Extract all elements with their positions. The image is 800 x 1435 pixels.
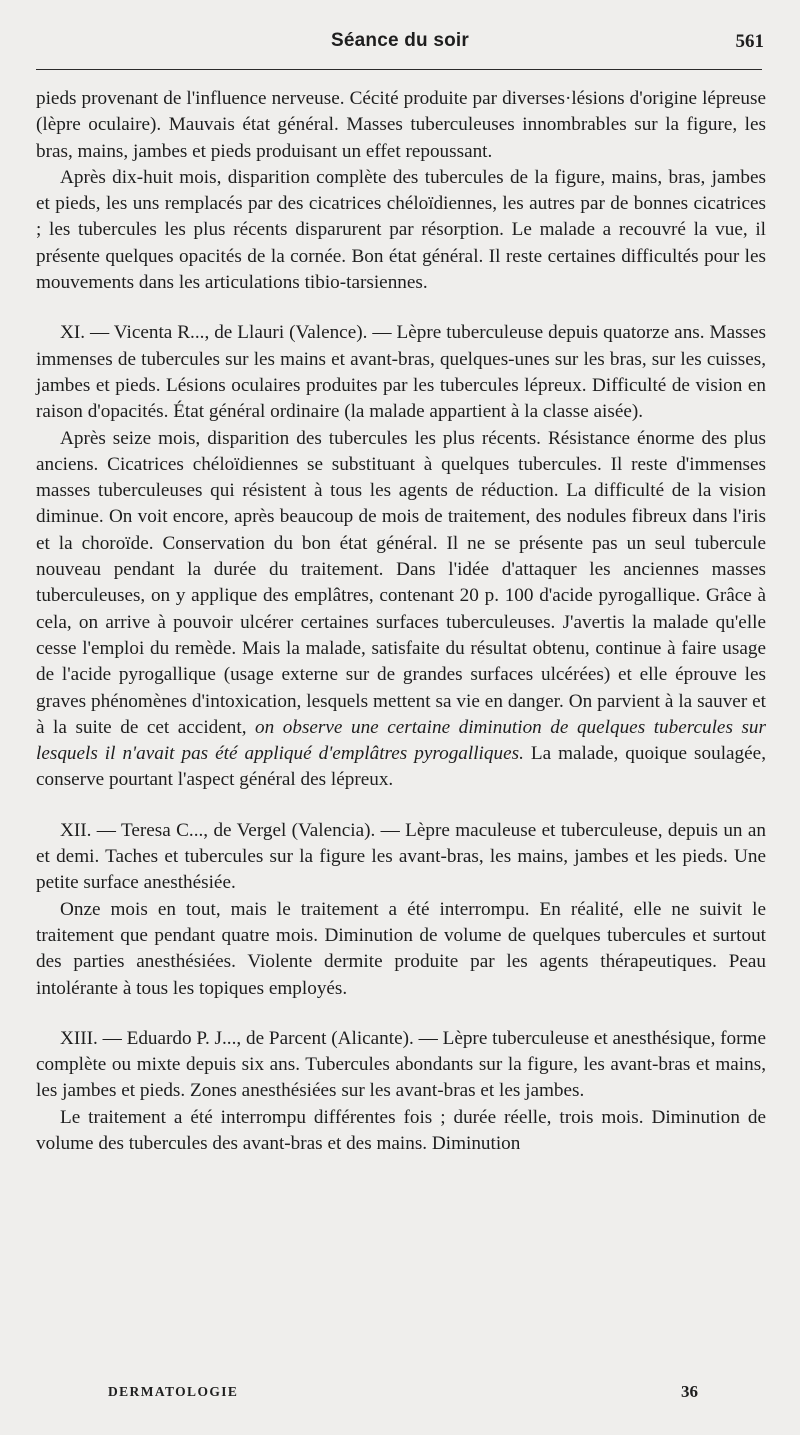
paragraph: pieds provenant de l'influence nerveuse. Cécité produite par diverses·lésions d'origine lépreuse (lèpre oculaire). Mauvais état général. Masses tuberculeuses innombrables sur la figure, les bras, mains, jambes et pieds produisant un effet repoussant.	[36, 88, 766, 162]
case-xiii-paragraph: XIII. — Eduardo P. J..., de Parcent (Alicante). — Lèpre tuberculeuse et anesthésique, forme complète ou mixte depuis six ans. Tubercules abondants sur la figure, les avant-bras et mains, les jambes et pieds. Zones anesthésiées sur les avant-bras et les jambes.	[36, 1027, 766, 1102]
header-rule	[36, 69, 762, 70]
paragraph: Après dix-huit mois, disparition complète des tubercules de la figure, mains, bras, jambes et pieds, les uns remplacés par des cicatrices chéloïdiennes, les autres par de bonnes cicatrices ; les tubercules les plus récents disparurent par résorption. Le malade a recouvré la vue, il présente quelques opacités de la cornée. Bon état général. Il reste certaines difficultés pour les mouvements dans les articulations tibio-tarsiennes.	[36, 166, 766, 294]
italic-text: on observe une certaine diminution de quelques tubercules sur lesquels il n'avait pas été appliqué d'emplâtres pyrogalliques.	[36, 716, 766, 765]
body-text	[36, 86, 766, 1157]
paragraph-text: La malade, quoique soulagée, conserve pourtant l'aspect général des lépreux.	[36, 743, 766, 791]
sheet-number: 36	[681, 1382, 698, 1401]
paragraph-gap	[36, 296, 766, 320]
footer	[108, 1382, 698, 1402]
running-head	[36, 30, 764, 58]
paragraph-gap	[36, 1002, 766, 1026]
running-title: Séance du soir	[331, 30, 469, 51]
page-number: 561	[735, 31, 764, 52]
signature-mark: DERMATOLOGIE	[108, 1384, 239, 1399]
paragraph-gap	[36, 794, 766, 818]
paragraph	[36, 426, 766, 794]
case-xi-paragraph: XI. — Vicenta R..., de Llauri (Valence). — Lèpre tuberculeuse depuis quatorze ans. Masses immenses de tubercules sur les mains et avant-bras, quelques-unes sur les bras, sur les cuisses, jambes et pieds. Lésions oculaires produites par les tubercules lépreux. Difficulté de vision en raison d'opacités. État général ordinaire (la malade appartient à la classe aisée).	[36, 322, 766, 423]
paragraph-text: Après seize mois, disparition des tubercules les plus récents. Résistance énorme des plus anciens. Cicatrices chéloïdiennes se substituant à quelques tubercules. Il reste d'immenses masses tuberculeuses qui résistent à tous les agents de réduction. La difficulté de la vision diminue. On voit encore, après beaucoup de mois de traitement, des nodules fibreux dans l'iris et la choroïde. Conservation du bon état général. Il ne se présente pas un seul tubercule nouveau pendant la durée du traitement. Dans l'idée d'attaquer les anciennes masses tuberculeuses, on y applique des emplâtres, contenant 20 p. 100 d'acide pyrogallique. Grâce à cela, on arrive à pouvoir ulcérer certaines surfaces tuberculeuses. J'avertis la malade qu'elle cesse l'emploi du remède. Mais la malade, satisfaite du résultat obtenu, continue à faire usage de l'acide pyrogallique (usage externe sur de grandes surfaces ulcérées) et elle éprouve les graves phénomènes d'intoxication, lesquels mettent sa vie en danger. On parvient à la sauver et à la suite de cet accident,	[36, 427, 766, 738]
paragraph: Onze mois en tout, mais le traitement a été interrompu. En réalité, elle ne suivit le traitement que pendant quatre mois. Diminution de volume de quelques tubercules et surtout des parties anesthésiées. Violente dermite produite par les agents thérapeutiques. Peau intolérante à tous les topiques employés.	[36, 898, 766, 999]
case-xii-paragraph: XII. — Teresa C..., de Vergel (Valencia). — Lèpre maculeuse et tuberculeuse, depuis un an et demi. Taches et tubercules sur la figure les avant-bras, les mains, jambes et les pieds. Une petite surface anesthésiée.	[36, 819, 766, 894]
paragraph: Le traitement a été interrompu différentes fois ; durée réelle, trois mois. Diminution de volume des tubercules des avant-bras et des mains. Diminution	[36, 1106, 766, 1154]
